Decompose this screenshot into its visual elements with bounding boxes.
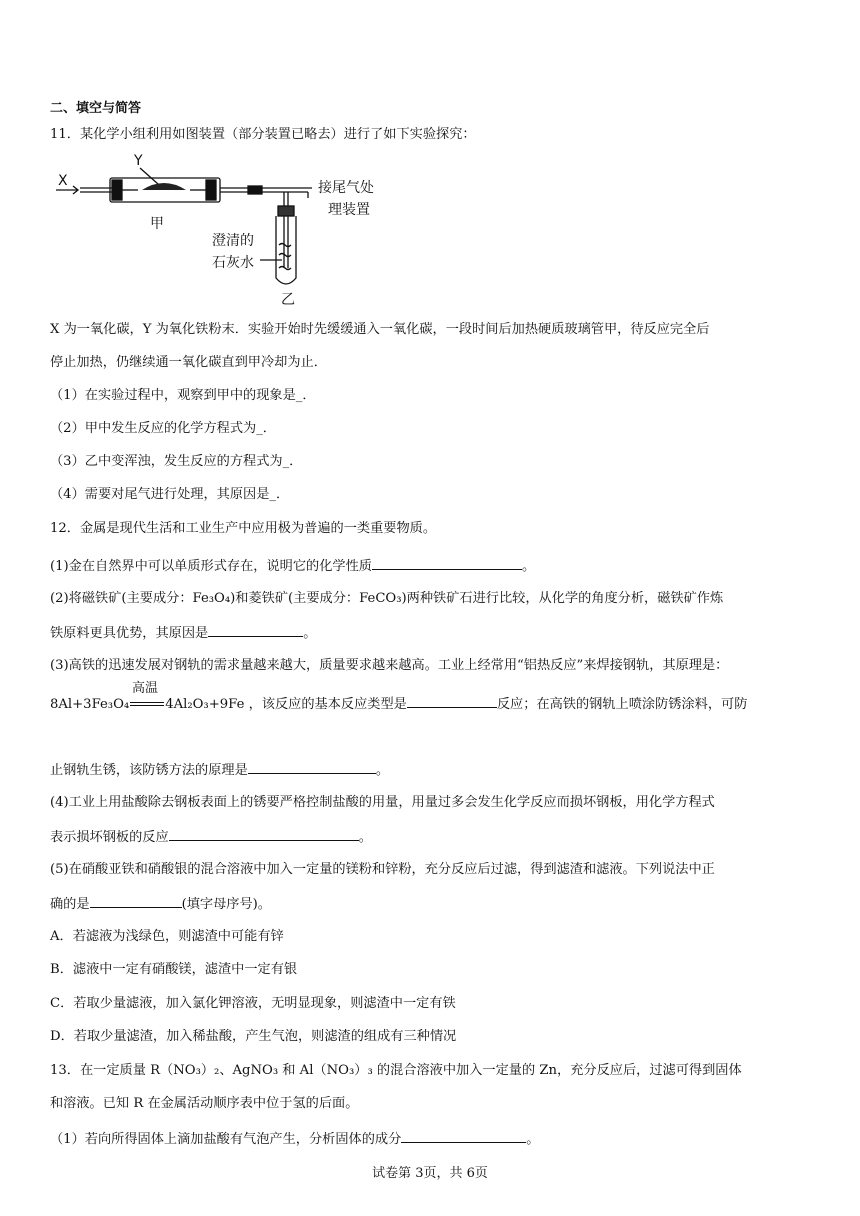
option-c: C．若取少量滤液，加入氯化钾溶液，无明显现象，则滤渣中一定有铁 [50,996,456,1011]
label-exhaust-2: 理装置 [328,202,370,218]
q12-stem: 12．金属是现代生活和工业生产中应用极为普遍的一类重要物质。 [50,521,437,536]
equation-condition: 高温 [132,681,159,696]
answer-blank[interactable] [401,1129,526,1143]
label-jia: 甲 [150,216,164,232]
iron-oxide-powder [142,183,186,190]
answer-blank[interactable] [208,623,303,637]
q11-desc-1: X 为一氧化碳，Y 为氧化铁粉末．实验开始时先缓缓通入一氧化碳，一段时间后加热硬质玻璃管甲，待反应完全后 [50,322,710,337]
label-limewater-1: 澄清的 [212,233,254,249]
answer-blank[interactable] [248,760,376,774]
label-exhaust-1: 接尾气处 [318,180,374,196]
label-limewater-2: 石灰水 [212,255,254,271]
thermite-equation-line: 8Al+3Fe₃O₄ 4Al₂O₃+9Fe 高温 ，该反应的基本反应类型是 反应；在高铁的钢轨上喷涂防锈涂料，可防 [50,693,747,712]
q12-part-3-line-3: 止钢轨生锈，该防锈方法的原理是 。 [50,760,389,780]
q12-part-4-line-2: 表示损坏钢板的反应 。 [50,827,372,847]
option-a: A．若滤液为浅绿色，则滤渣中可能有锌 [50,929,284,944]
apparatus-figure [50,150,390,310]
equation-right: 4Al₂O₃+9Fe [165,697,245,712]
q11-sub-2: （2）甲中发生反应的化学方程式为_． [50,421,276,436]
label-yi: 乙 [281,292,295,308]
q11-desc-2: 停止加热，仍继续通一氧化碳直到甲冷却为止． [50,355,327,370]
q11-sub-3: （3）乙中变浑浊，发生反应的方程式为_． [50,454,303,469]
option-d: D．若取少量滤渣，加入稀盐酸，产生气泡，则滤渣的组成有三种情况 [50,1029,457,1044]
q11-stem: 11．某化学小组利用如图装置（部分装置已略去）进行了如下实验探究： [50,127,476,142]
page-footer: 试卷第 3页，共 6页 [372,1166,488,1181]
q13-sub-1: （1）若向所得固体上滴加盐酸有气泡产生，分析固体的成分 。 [50,1129,539,1149]
option-b: B．滤液中一定有硝酸镁，滤渣中一定有银 [50,962,298,977]
q12-part-5-line-2: 确的是 (填字母序号)。 [50,894,271,914]
answer-blank[interactable] [372,556,522,570]
section-heading: 二、填空与简答 [50,101,142,116]
answer-blank[interactable] [169,827,359,841]
answer-blank[interactable] [90,894,182,908]
q12-part-5-line-1: (5)在硝酸亚铁和硝酸银的混合溶液中加入一定量的镁粉和锌粉，充分反应后过滤，得到滤渣和滤液。下列说法中正 [50,862,715,877]
q13-line-2: 和溶液。已知 R 在金属活动顺序表中位于氢的后面。 [50,1096,359,1111]
q13-line-1: 13．在一定质量 R（NO₃）₂、AgNO₃ 和 Al（NO₃）₃ 的混合溶液中加入一定量的 Zn，充分反应后，过滤可得到固体 [50,1063,742,1078]
answer-blank[interactable] [407,694,497,708]
q12-part-1: (1)金在自然界中可以单质形式存在，说明它的化学性质 。 [50,556,535,576]
q12-part-4-line-1: (4)工业上用盐酸除去钢板表面上的锈要严格控制盐酸的用量，用量过多会发生化学反应而损坏钢板，用化学方程式 [50,795,715,810]
label-y: Y [134,153,143,169]
q11-sub-1: （1）在实验过程中，观察到甲中的现象是_． [50,388,316,403]
q12-part-2-line-2: 铁原料更具优势，其原因是 。 [50,623,316,643]
label-x: X [58,173,68,189]
test-tube [276,216,296,284]
q12-part-2-line-1: (2)将磁铁矿(主要成分：Fe₃O₄)和菱铁矿(主要成分：FeCO₃)两种铁矿石进行比较，从化学的角度分析，磁铁矿作炼 [50,591,724,606]
equation-left: 8Al+3Fe₃O₄ [50,697,130,712]
q12-part-3-line-1: (3)高铁的迅速发展对钢轨的需求量越来越大，质量要求越来越高。工业上经常用“铝热反应”来焊接钢轨，其原理是： [50,658,729,673]
q11-sub-4: （4）需要对尾气进行处理，其原因是_． [50,487,290,502]
